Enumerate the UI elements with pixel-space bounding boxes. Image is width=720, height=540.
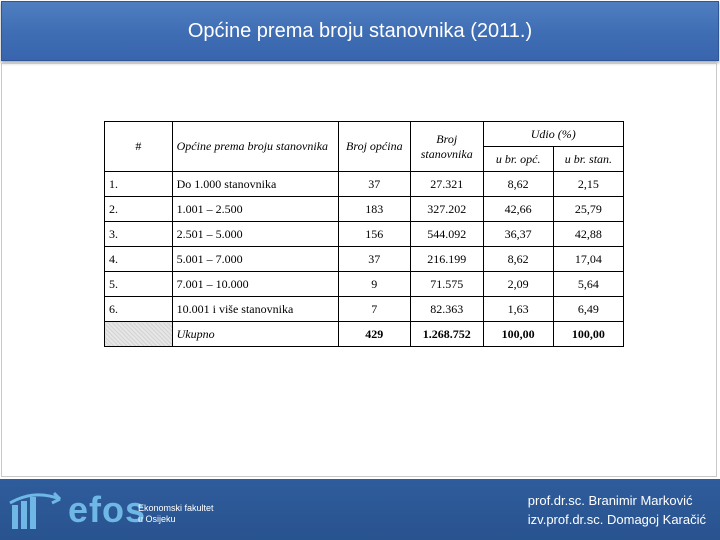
logo-subtitle-line2: u Osijeku: [138, 514, 176, 524]
row-udio-stan: 42,88: [553, 222, 623, 247]
header-udio-opc: u br. opć.: [483, 147, 553, 172]
footer-bar: [0, 479, 720, 540]
table-header-row: [105, 122, 624, 147]
row-udio-stan: 2,15: [553, 172, 623, 197]
row-stanovnika: 327.202: [410, 197, 483, 222]
title-bar: [1, 1, 719, 61]
total-udio-opc: 100,00: [483, 322, 553, 347]
row-label: 10.001 i više stanovnika: [172, 297, 338, 322]
row-udio-opc: 36,37: [483, 222, 553, 247]
header-udio-stan: u br. stan.: [553, 147, 623, 172]
row-udio-opc: 1,63: [483, 297, 553, 322]
table-row: [105, 297, 624, 322]
row-opcine: 183: [338, 197, 410, 222]
header-broj-stanovnika: Broj stanovnika: [410, 122, 483, 172]
row-number: 6.: [105, 297, 173, 322]
total-udio-stan: 100,00: [553, 322, 623, 347]
footer-authors: [528, 491, 706, 529]
slide-title: Općine prema broju stanovnika (2011.): [187, 20, 533, 42]
row-udio-opc: 2,09: [483, 272, 553, 297]
header-category: Općine prema broju stanovnika: [172, 122, 338, 172]
row-udio-stan: 5,64: [553, 272, 623, 297]
header-udio: Udio (%): [483, 122, 623, 147]
logo-subtitle-line1: Ekonomski fakultet: [138, 503, 214, 513]
total-stanovnika: 1.268.752: [410, 322, 483, 347]
row-number: 3.: [105, 222, 173, 247]
row-udio-opc: 8,62: [483, 172, 553, 197]
row-udio-opc: 42,66: [483, 197, 553, 222]
row-opcine: 9: [338, 272, 410, 297]
table-total-row: [105, 322, 624, 347]
row-stanovnika: 27.321: [410, 172, 483, 197]
row-opcine: 37: [338, 172, 410, 197]
efos-logo-icon: [8, 489, 64, 531]
row-udio-opc: 8,62: [483, 247, 553, 272]
row-stanovnika: 71.575: [410, 272, 483, 297]
row-stanovnika: 82.363: [410, 297, 483, 322]
table-row: [105, 172, 624, 197]
row-number: 5.: [105, 272, 173, 297]
table-row: [105, 222, 624, 247]
row-stanovnika: 544.092: [410, 222, 483, 247]
total-label: Ukupno: [172, 322, 338, 347]
header-broj-opcina: Broj općina: [338, 122, 410, 172]
table-row: [105, 247, 624, 272]
row-label: Do 1.000 stanovnika: [172, 172, 338, 197]
row-opcine: 7: [338, 297, 410, 322]
header-hash: #: [105, 122, 173, 172]
row-opcine: 156: [338, 222, 410, 247]
row-number: 4.: [105, 247, 173, 272]
population-table: [104, 121, 624, 347]
row-label: 2.501 – 5.000: [172, 222, 338, 247]
logo-text: efos: [68, 489, 147, 530]
row-number: 1.: [105, 172, 173, 197]
row-label: 1.001 – 2.500: [172, 197, 338, 222]
author-1: prof.dr.sc. Branimir Marković: [527, 493, 693, 508]
total-opcine: 429: [338, 322, 410, 347]
row-stanovnika: 216.199: [410, 247, 483, 272]
logo-subtitle: [138, 503, 214, 525]
row-udio-stan: 17,04: [553, 247, 623, 272]
author-2: izv.prof.dr.sc. Domagoj Karačić: [527, 512, 706, 527]
table-row: [105, 197, 624, 222]
row-udio-stan: 6,49: [553, 297, 623, 322]
row-label: 5.001 – 7.000: [172, 247, 338, 272]
total-empty-cell: [105, 322, 173, 347]
row-label: 7.001 – 10.000: [172, 272, 338, 297]
row-opcine: 37: [338, 247, 410, 272]
row-number: 2.: [105, 197, 173, 222]
row-udio-stan: 25,79: [553, 197, 623, 222]
efos-logo: [8, 489, 228, 531]
table-row: [105, 272, 624, 297]
